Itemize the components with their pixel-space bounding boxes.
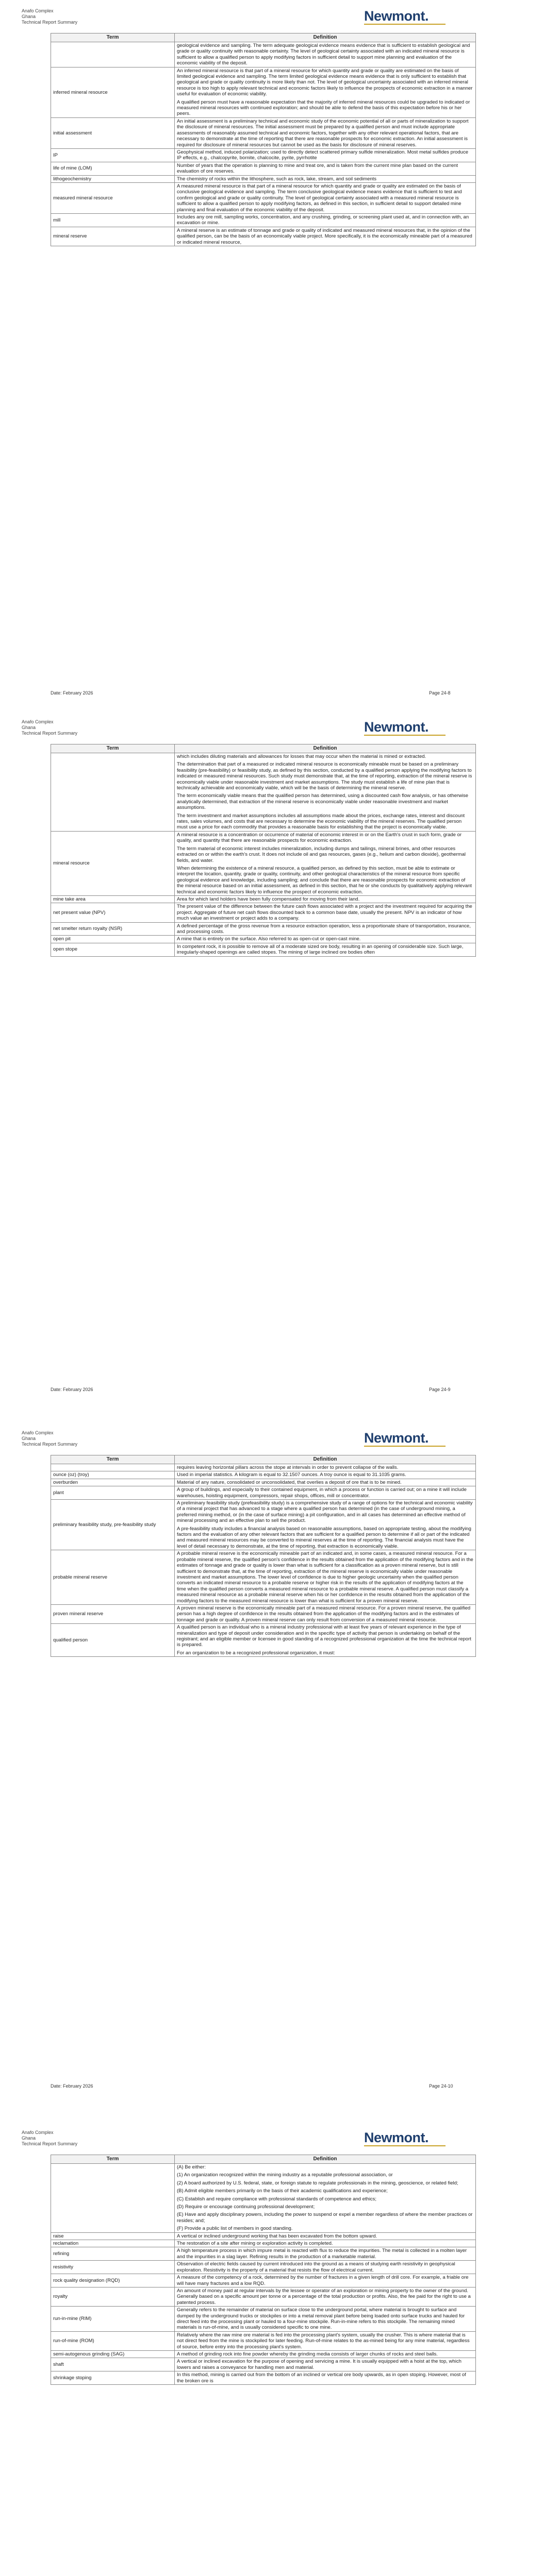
definition-paragraph: A proven mineral reserve is the economically mineable part of a measured mineral resource. For a proven mineral reserve, the qualified person has a high degree of confidence in the results obtained from the application of the modifying factors and in the estimates of tonnage and grade or quality. A proven mineral reserve can only result from conversion of a measured mineral resource. <box>177 1605 471 1623</box>
definition-cell <box>175 1550 476 1605</box>
definition-paragraph: Generally refers to the remainder of material on surface close to the underground portal, where material is brought to surface and dumped by the underground trucks or stockpiles or into a metal removal plant before being loaded onto surface trucks and hauled for direct feed into the processing plant or hauled to a four-mine stockpile. Run-in-mine refers to this stockpile. The remaining mined materials is run-of-mine, and is usually considered specific to one mine. <box>177 2307 465 2331</box>
definition-paragraph: The term economically viable means that the qualified person has determined, using a discounted cash flow analysis, or has otherwise analytically determined, that extraction of the mineral reserve is economically viable under reasonable investment and market assumptions. <box>177 793 469 811</box>
definition-cell <box>175 2358 476 2371</box>
definition-cell <box>175 2307 476 2332</box>
definition-cell <box>175 227 476 246</box>
newmont-logo <box>364 717 447 735</box>
table-row <box>51 2274 476 2287</box>
table-row <box>51 162 476 175</box>
header-report: Technical Report Summary <box>22 20 78 25</box>
table-row <box>51 2371 476 2385</box>
definition-cell <box>175 2232 476 2240</box>
definition-paragraph: A mineral reserve is an estimate of tonnage and grade or quality of indicated and measured mineral resources that, in the opinion of the qualified person, can be the basis of an economically viable project. More specifically, it is the economically mineable part of a measured or indicated mineral resource, <box>177 227 472 245</box>
definition-paragraph: (D) Require or encourage continuing professional development; <box>177 2204 315 2210</box>
term-cell: measured mineral resource <box>51 182 175 213</box>
definition-cell <box>175 42 476 67</box>
term-cell: proven mineral reserve <box>51 1604 175 1623</box>
definition-paragraph: A probable mineral reserve is the economically mineable part of an indicated and, in some cases, a measured mineral resource. For a probable mineral reserve, the qualified person's confidence in the results obtained from the application of the modifying factors and in the estimates of tonnage and grade or quality is lower than what is sufficient for a classification as a proven mineral reserve, but is still sufficient to demonstrate that, at the time of reporting, extraction of the mineral reserve is economically viable under reasonable investment and market assumptions. The lower level of confidence is due to higher geologic uncertainty when the qualified person converts an indicated mineral resource to a probable reserve or higher risk in the results of the application of modifying factors at the time when the qualified person converts a measured mineral resource to a probable mineral reserve. A qualified person must classify a measured mineral resource as a probable mineral reserve when his or her confidence in the results obtained from the application of the modifying factors to the measured mineral resource is lower than what is sufficient for a proven mineral reserve. <box>177 1551 473 1604</box>
definition-cell <box>175 117 476 148</box>
term-cell: lithogeochemistry <box>51 175 175 182</box>
logo-underline <box>364 24 446 25</box>
definition-cell <box>175 213 476 227</box>
table-row <box>51 1471 476 1479</box>
term-cell: overburden <box>51 1479 175 1486</box>
table-row <box>51 753 476 832</box>
definition-paragraph: Observation of electric fields caused by current introduced into the ground as a means of studying earth resistivity in geophysical exploration. Resistivity is the property of a material that resists the flow of electrical current. <box>177 2261 455 2273</box>
definition-cell <box>175 182 476 213</box>
definition-cell <box>175 67 476 117</box>
table-row <box>51 175 476 182</box>
term-cell: IP <box>51 148 175 162</box>
term-cell <box>51 1464 175 1471</box>
definition-cell <box>175 148 476 162</box>
definition-cell <box>175 2287 476 2306</box>
term-column-header: Term <box>51 2155 175 2164</box>
table-row <box>51 1550 476 1605</box>
definition-paragraph: The chemistry of rocks within the lithosphere, such as rock, lake, stream, and soil sediments <box>177 176 377 182</box>
definition-paragraph: A measured mineral resource is that part of a mineral resource for which quantity and grade or quality are estimated on the basis of conclusive geological evidence and sampling. The term conclusive geological evidence means evidence that is sufficient to test and confirm geological and grade or quality continuity. The level of geological certainty associated with a measured mineral resource is sufficient to allow a qualified person to apply modifying factors, as defined in this section, in sufficient detail to support detailed mine planning and final evaluation of the economic viability of the deposit. <box>177 183 462 213</box>
definition-column-header: Definition <box>175 33 476 42</box>
table-row <box>51 148 476 162</box>
definition-paragraph: A preliminary feasibility study (prefeasibility study) is a comprehensive study of a range of options for the technical and economic viability of a mineral project that has advanced to a stage where a qualified person has determined (in the case of underground mining, a preferred mining method, or (in the case of surface mining) a pit configuration, and in all cases has determined an effective method of mineral processing and an effective plan to sell the product. <box>177 1500 473 1524</box>
table-row <box>51 2350 476 2358</box>
table-row <box>51 903 476 922</box>
definition-paragraph: Includes any ore mill, sampling works, concentration, and any crushing, grinding, or screening plant used at, and in connection with, an excavation or mine. <box>177 214 469 226</box>
table-row <box>51 831 476 895</box>
report-page-3 <box>0 1414 544 2114</box>
logo-text: Newmont. <box>364 1430 429 1446</box>
header-project: Anafo Complex <box>22 719 54 724</box>
term-column-header: Term <box>51 33 175 42</box>
definition-cell <box>175 2274 476 2287</box>
header-country: Ghana <box>22 1436 36 1441</box>
definitions-table <box>51 2155 476 2385</box>
footer-date: Date: February 2026 <box>51 2083 93 2089</box>
definition-paragraph: In this method, mining is carried out from the bottom of an inclined or vertical ore body upwards, as in open stoping. However, most of the broken ore is <box>177 2372 466 2384</box>
definition-paragraph: Material of any nature, consolidated or unconsolidated, that overlies a deposit of ore that is to be mined. <box>177 1479 402 1485</box>
definition-paragraph: For an organization to be a recognized professional organization, it must: <box>177 1650 335 1656</box>
term-cell: run-of-mine (ROM) <box>51 2331 175 2350</box>
definition-paragraph: In competent rock, it is possible to remove all of a moderate sized ore body, resulting in an opening of considerable size. Such large, irregularly-shaped openings are called stopes. The mining of large inclined ore bodies often <box>177 943 464 956</box>
table-row <box>51 2331 476 2350</box>
table-row <box>51 1624 476 1657</box>
definition-cell <box>175 2331 476 2350</box>
term-cell: open stope <box>51 943 175 956</box>
footer-page-number: Page 24-10 <box>429 2083 453 2089</box>
table-header-row <box>51 1455 476 1464</box>
term-cell <box>51 2164 175 2233</box>
table-header-row <box>51 744 476 753</box>
definition-paragraph: (E) Have and apply disciplinary powers, including the power to suspend or expel a member regardless of where the member practices or resides; and; <box>177 2212 473 2224</box>
definition-paragraph: (C) Establish and require compliance with professional standards of competence and ethics; <box>177 2196 377 2202</box>
definition-paragraph: The restoration of a site after mining or exploration activity is completed. <box>177 2241 333 2247</box>
definition-paragraph: An amount of money paid at regular intervals by the lessee or operator of an exploration or mining property to the owner of the ground. Generally based on a specific amount per tonne or a percentage of the total production or profits. Also, the fee paid for the right to use a patented process. <box>177 2287 471 2306</box>
page-header <box>22 8 77 25</box>
definition-paragraph: Area for which land holders have been fully compensated for moving from their land. <box>177 896 360 902</box>
definition-column-header: Definition <box>175 744 476 753</box>
definition-paragraph: The term investment and market assumptions includes all assumptions made about the prices, exchange rates, interest and discount rates, sales volumes, and costs that are necessary to determine the economic viability of the mineral reserves. The qualified person must use a price for each commodity that provides a reasonable basis for establishing that the project is economically viable. <box>177 812 465 831</box>
term-cell: ounce (oz) (troy) <box>51 1471 175 1479</box>
term-cell: royalty <box>51 2287 175 2306</box>
term-cell: rock quality designation (RQD) <box>51 2274 175 2287</box>
definition-cell <box>175 2371 476 2385</box>
table-row <box>51 1500 476 1550</box>
table-row <box>51 1479 476 1486</box>
definition-paragraph: A vertical or inclined underground working that has been excavated from the bottom upward. <box>177 2233 377 2239</box>
definition-cell <box>175 895 476 903</box>
definition-paragraph: A qualified person is an individual who is a mineral industry professional with at least five years of relevant experience in the type of mineralization and type of deposit under consideration and in the specific type of activity that person is undertaking on behalf of the registrant; and an eligible member or licensee in good standing of a recognized professional organization at the time the technical report is prepared. <box>177 1624 471 1648</box>
term-column-header: Term <box>51 744 175 753</box>
definition-column-header: Definition <box>175 2155 476 2164</box>
term-cell: mineral reserve <box>51 227 175 246</box>
table-row <box>51 2164 476 2233</box>
table-row <box>51 936 476 943</box>
table-row <box>51 213 476 227</box>
header-report: Technical Report Summary <box>22 731 78 736</box>
definition-paragraph: (B) Admit eligible members primarily on the basis of their academic qualifications and experience; <box>177 2188 388 2194</box>
definition-paragraph: A method of grinding rock into fine powder whereby the grinding media consists of larger chunks of rocks and steel balls. <box>177 2351 438 2357</box>
term-cell: probable mineral reserve <box>51 1550 175 1605</box>
definition-cell <box>175 943 476 956</box>
page-header <box>22 719 77 736</box>
definition-cell <box>175 922 476 936</box>
header-country: Ghana <box>22 725 36 730</box>
footer-page-number: Page 24-8 <box>429 690 451 696</box>
term-cell: refining <box>51 2247 175 2261</box>
definition-paragraph: The present value of the difference between the future cash flows associated with a project and the investment required for acquiring the project. Aggregate of future net cash flows discounted back to a common base date, usually the present. NPV is an indicator of how much value an investment or project adds to a company. <box>177 904 472 922</box>
logo-underline <box>364 1446 446 1447</box>
definition-paragraph: A mine that is entirely on the surface. Also referred to as open-cut or open-cast mine. <box>177 936 361 942</box>
term-cell <box>51 753 175 832</box>
report-page-4 <box>0 2114 544 2576</box>
definition-cell <box>175 1604 476 1623</box>
term-cell: mine take area <box>51 895 175 903</box>
definitions-table <box>51 1455 476 1657</box>
header-project: Anafo Complex <box>22 2130 54 2135</box>
definitions-table <box>51 744 476 957</box>
definition-cell <box>175 2164 476 2233</box>
term-cell: semi-autogenous grinding (SAG) <box>51 2350 175 2358</box>
definition-paragraph: A measure of the competency of a rock, determined by the number of fractures in a given length of drill core. For example, a friable ore will have many fractures and a low RQD. <box>177 2275 469 2286</box>
definition-paragraph: (2) A board authorized by U.S. federal, state, or foreign statute to regulate professionals in the mining, geoscience, or related field; <box>177 2180 458 2186</box>
definition-cell <box>175 2350 476 2358</box>
table-row <box>51 67 476 117</box>
definition-paragraph: When determining the existence of a mineral resource, a qualified person, as defined by this section, must be able to estimate or interpret the location, quantity, grade or quality, continuity, and other geological characteristics of the mineral resource from specific geological evidence and knowledge, including sampling; and conclude that there are reasonable prospects for economic extraction of the mineral resource based on an initial assessment, as defined in this section, that he or she conducts by qualitatively applying relevant technical and economic factors likely to influence the prospect of economic extraction. <box>177 865 472 895</box>
definition-paragraph: (A) Be either: <box>177 2164 206 2170</box>
definition-cell <box>175 1486 476 1500</box>
header-country: Ghana <box>22 14 36 19</box>
term-cell: initial assessment <box>51 117 175 148</box>
definition-cell <box>175 1471 476 1479</box>
term-cell: inferred mineral resource <box>51 67 175 117</box>
definition-paragraph: A group of buildings, and especially to their contained equipment, in which a process or function is carried out; on a mine it will include warehouses, hoisting equipment, compressors, repair shops, offices, mill or concentrator. <box>177 1487 467 1499</box>
definition-paragraph: An inferred mineral resource is that part of a mineral resource for which quantity and grade or quality are estimated on the basis of limited geological evidence and sampling. The term limited geological evidence means evidence that is only sufficient to establish that geological and grade or quality continuity is more likely than not. The level of geological uncertainty associated with an inferred mineral resource is too high to apply relevant technical and economic factors likely to influence the prospects of economic extraction in a manner useful for evaluation of economic viability. <box>177 67 473 97</box>
term-cell: resistivity <box>51 2261 175 2274</box>
definition-cell <box>175 2261 476 2274</box>
definition-paragraph: The term material of economic interest includes mineralization, including dumps and tailings, mineral brines, and other resources extracted on or within the earth's crust. It does not include oil and gas resources, gases (e.g., helium and carbon dioxide), geothermal fields, and water. <box>177 845 466 863</box>
term-cell: life of mine (LOM) <box>51 162 175 175</box>
definition-paragraph: A defined percentage of the gross revenue from a resource extraction operation, less a proportionate share of transportation, insurance, and processing costs. <box>177 923 471 935</box>
header-report: Technical Report Summary <box>22 2141 78 2146</box>
definition-cell <box>175 936 476 943</box>
definition-paragraph: The determination that part of a measured or indicated mineral resource is economically mineable must be based on a preliminary feasibility (pre-feasibility) or feasibility study, as defined by this section, conducted by a qualified person applying the modifying factors to indicated or measured mineral resources. Such study must demonstrate that, at the time of reporting, extraction of the mineral reserve is economically viable under reasonable investment and market assumptions. The study must establish a life of mine plan that is technically achievable and economically viable, which will be the basis of determining the mineral reserve. <box>177 761 472 791</box>
report-page-2 <box>0 710 544 1411</box>
table-row <box>51 182 476 213</box>
logo-underline <box>364 2145 446 2146</box>
footer-date: Date: February 2026 <box>51 690 93 696</box>
definition-cell <box>175 753 476 832</box>
logo-text: Newmont. <box>364 719 429 735</box>
term-cell: run-in-mine (RIM) <box>51 2307 175 2332</box>
term-cell: mill <box>51 213 175 227</box>
table-row <box>51 922 476 936</box>
table-row <box>51 2247 476 2261</box>
table-header-row <box>51 33 476 42</box>
table-row <box>51 1464 476 1471</box>
term-cell: preliminary feasibility study, pre-feasibility study <box>51 1500 175 1550</box>
term-cell: net smelter return royalty (NSR) <box>51 922 175 936</box>
definition-paragraph: A qualified person must have a reasonable expectation that the majority of inferred mineral resources could be upgraded to indicated or measured mineral resources with continued exploration; and should be able to defend the basis of this expectation before his or her peers. <box>177 99 470 117</box>
term-cell <box>51 42 175 67</box>
table-row <box>51 943 476 956</box>
term-cell: raise <box>51 2232 175 2240</box>
table-row <box>51 1486 476 1500</box>
definition-cell <box>175 831 476 895</box>
term-cell: net present value (NPV) <box>51 903 175 922</box>
definition-paragraph: A mineral resource is a concentration or occurrence of material of economic interest in or on the Earth's crust in such form, grade or quality, and quantity that there are reasonable prospects for economic extraction. <box>177 832 462 844</box>
newmont-logo <box>364 2128 447 2145</box>
footer-date: Date: February 2026 <box>51 1387 93 1392</box>
table-row <box>51 2358 476 2371</box>
table-row <box>51 1604 476 1623</box>
table-row <box>51 895 476 903</box>
table-row <box>51 42 476 67</box>
table-row <box>51 227 476 246</box>
table-header-row <box>51 2155 476 2164</box>
table-row <box>51 2240 476 2247</box>
definition-paragraph: requires leaving horizontal pillars across the stope at intervals in order to prevent collapse of the walls. <box>177 1465 399 1470</box>
definition-cell <box>175 1500 476 1550</box>
term-cell: plant <box>51 1486 175 1500</box>
definition-paragraph: A vertical or inclined excavation for the purpose of opening and servicing a mine. It is usually equipped with a hoist at the top, which lowers and raises a conveyance for handling men and material. <box>177 2359 461 2370</box>
term-cell: mineral resource <box>51 831 175 895</box>
definitions-table <box>51 33 476 246</box>
definition-paragraph: A high temperature process in which impure metal is reacted with flux to reduce the impurities. The metal is collected in a molten layer and the impurities in a slag layer. Refining results in the production of a marketable material. <box>177 2248 467 2260</box>
report-page-1 <box>0 0 544 701</box>
definition-paragraph: A pre-feasibility study includes a financial analysis based on reasonable assumptions, based on appropriate testing, about the modifying factors and the evaluation of any other relevant factors that are sufficient for a qualified person to determine if all or part of the indicated and measured mineral resources may be converted to mineral reserves at the time of reporting. The financial analysis must have the level of detail necessary to demonstrate, at the time of reporting, that extraction is economically viable. <box>177 1526 471 1549</box>
definition-paragraph: Relatively where the raw mine ore material is fed into the processing plant's system, usually the crusher. This is where material that is not direct feed from the mine is stockpiled for later feeding. Run-of-mine relates to the as-mined being for any mine material, regardless of source, before entry into the processing plant's system. <box>177 2332 470 2350</box>
logo-text: Newmont. <box>364 8 429 24</box>
definition-paragraph: Number of years that the operation is planning to mine and treat ore, and is taken from the current mine plan based on the current evaluation of ore reserves. <box>177 162 458 175</box>
definition-cell <box>175 1479 476 1486</box>
definition-paragraph: (F) Provide a public list of members in good standing. <box>177 2226 293 2232</box>
header-report: Technical Report Summary <box>22 1442 78 1447</box>
definition-cell <box>175 1624 476 1657</box>
term-cell: reclamation <box>51 2240 175 2247</box>
definition-cell <box>175 175 476 182</box>
table-row <box>51 117 476 148</box>
footer-page-number: Page 24-9 <box>429 1387 451 1392</box>
definition-cell <box>175 1464 476 1471</box>
definition-paragraph: An initial assessment is a preliminary technical and economic study of the economic potential of all or parts of mineralization to support the disclosure of mineral resources. The initial assessment must be prepared by a qualified person and must include appropriate assessments of reasonably assumed technical and economic factors, together with any other relevant operational factors, that are necessary to demonstrate at the time of reporting that there are reasonable prospects for economic extraction. An initial assessment is required for disclosure of mineral resources but cannot be used as the basis for disclosure of mineral reserves. <box>177 118 469 148</box>
definition-paragraph: geological evidence and sampling. The term adequate geological evidence means evidence that is sufficient to establish geological and grade or quality continuity with reasonable certainty. The level of geological certainty associated with an indicated mineral resource is sufficient to allow a qualified person to apply modifying factors in sufficient detail to support mine planning and evaluation of the economic viability of the deposit. <box>177 43 470 66</box>
logo-underline <box>364 735 446 736</box>
definition-cell <box>175 903 476 922</box>
newmont-logo <box>364 1428 447 1446</box>
term-cell: shrinkage stoping <box>51 2371 175 2385</box>
definition-paragraph: Geophysical method, induced polarization; used to directly detect scattered primary sulfide mineralization. Most metal sulfides produce IP effects, e.g., chalcopyrite, bornite, chalcocite, pyrite, pyrrhotite <box>177 149 469 161</box>
term-cell: open pit <box>51 936 175 943</box>
definition-paragraph: Used in imperial statistics. A kilogram is equal to 32.1507 ounces. A troy ounce is equal to 31.1035 grams. <box>177 1472 406 1478</box>
definition-cell <box>175 162 476 175</box>
definition-column-header: Definition <box>175 1455 476 1464</box>
header-country: Ghana <box>22 2136 36 2141</box>
definition-paragraph: which includes diluting materials and allowances for losses that may occur when the material is mined or extracted. <box>177 754 426 759</box>
header-project: Anafo Complex <box>22 8 54 13</box>
definition-paragraph: (1) An organization recognized within the mining industry as a reputable professional association, or <box>177 2172 393 2178</box>
page-header <box>22 1430 77 1447</box>
logo-text: Newmont. <box>364 2130 429 2145</box>
page-header <box>22 2130 77 2147</box>
header-project: Anafo Complex <box>22 1430 54 1435</box>
term-cell: qualified person <box>51 1624 175 1657</box>
table-row <box>51 2261 476 2274</box>
term-cell: shaft <box>51 2358 175 2371</box>
table-row <box>51 2287 476 2306</box>
newmont-logo <box>364 6 447 24</box>
definition-cell <box>175 2247 476 2261</box>
term-column-header: Term <box>51 1455 175 1464</box>
definition-cell <box>175 2240 476 2247</box>
table-row <box>51 2307 476 2332</box>
table-row <box>51 2232 476 2240</box>
